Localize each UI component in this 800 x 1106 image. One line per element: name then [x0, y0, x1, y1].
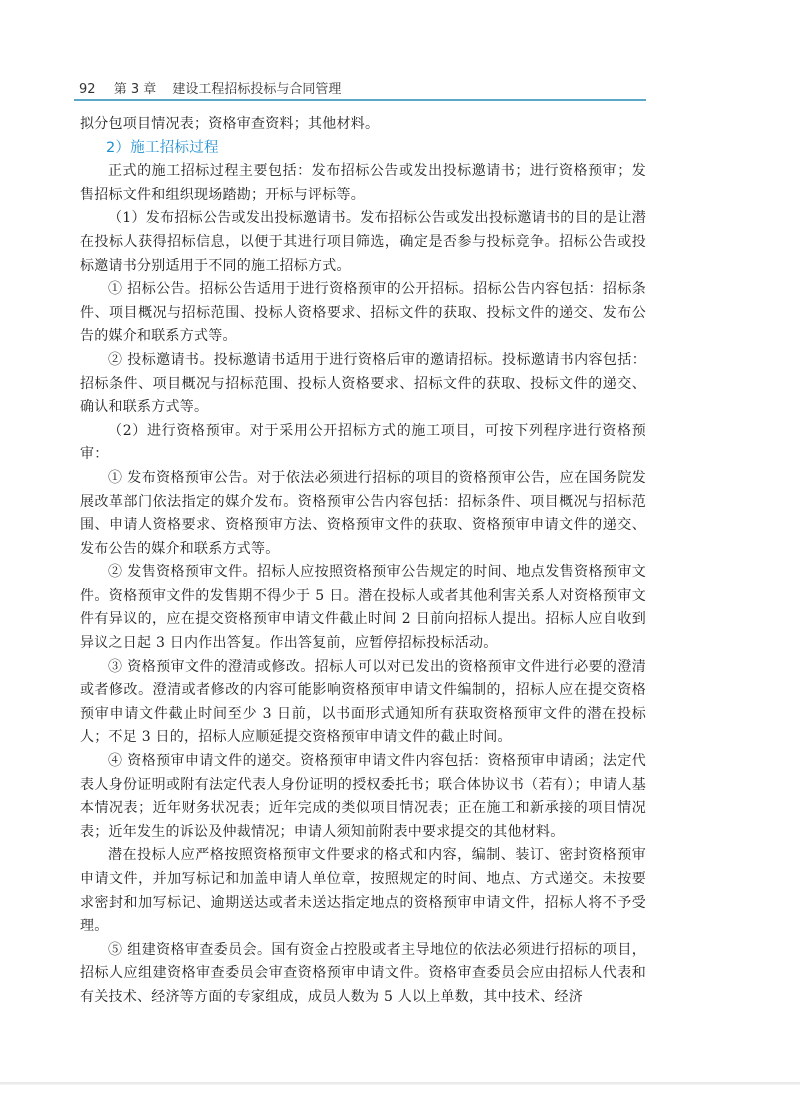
paragraph: （1）发布招标公告或发出投标邀请书。发布招标公告或发出投标邀请书的目的是让潜在投标人获得招标信息，以便于其进行项目筛选，确定是否参与投标竞争。招标公告或投标邀请书分别适用于不同的施工招标方式。 — [80, 210, 646, 274]
paragraph: ① 发布资格预审公告。对于依法必须进行招标的项目的资格预审公告，应在国务院发展改革部门依法指定的媒介发布。资格预审公告内容包括：招标条件、项目概况与招标范围、申请人资格要求、资格预审方法、资格预审文件的获取、资格预审申请文件的递交、发布公告的媒介和联系方式等。 — [80, 469, 646, 557]
paragraph: ⑤ 组建资格审查委员会。国有资金占控股或者主导地位的依法必须进行招标的项目，招标人应组建资格审查委员会审查资格预审申请文件。资格审查委员会应由招标人代表和有关技术、经济等方面的专家组成，成员人数为 5 人以上单数，其中技术、经济 — [80, 941, 646, 1005]
scan-edge-line — [0, 1082, 800, 1085]
book-title: 建设工程招标投标与合同管理 — [172, 82, 342, 97]
paragraph: 潜在投标人应严格按照资格预审文件要求的格式和内容，编制、装订、密封资格预审申请文件，并加写标记和加盖申请人单位章，按照规定的时间、地点、方式递交。未按要求密封和加写标记、逾期送达或者未送达指定地点的资格预审申请文件，招标人将不予受理。 — [80, 847, 646, 935]
chapter-label: 第 3 章 — [113, 82, 157, 97]
page-body — [80, 113, 646, 1010]
paragraph: ① 招标公告。招标公告适用于进行资格预审的公开招标。招标公告内容包括：招标条件、项目概况与招标范围、投标人资格要求、招标文件的获取、投标文件的递交、发布公告的媒介和联系方式等。 — [80, 281, 646, 345]
paragraph: ② 发售资格预审文件。招标人应按照资格预审公告规定的时间、地点发售资格预审文件。资格预审文件的发售期不得少于 5 日。潜在投标人或者其他利害关系人对资格预审文件有异议的，应在提交资格预审申请文件截止时间 2 日前向招标人提出。招标人应自收到异议之日起 3 日内作出答复。作出答复前，应暂停招标投标活动。 — [80, 564, 646, 652]
header-divider — [74, 99, 646, 101]
paragraph: 正式的施工招标过程主要包括：发布招标公告或发出投标邀请书；进行资格预审；发售招标文件和组织现场踏勘；开标与评标等。 — [80, 163, 646, 203]
paragraph: ④ 资格预审申请文件的递交。资格预审申请文件内容包括：资格预审申请函；法定代表人身份证明或附有法定代表人身份证明的授权委托书；联合体协议书（若有）；申请人基本情况表；近年财务状况表；近年完成的类似项目情况表；正在施工和新承接的项目情况表；近年发生的诉讼及仲裁情况；申请人须知前附表中要求提交的其他材料。 — [80, 753, 646, 840]
paragraph: ③ 资格预审文件的澄清或修改。招标人可以对已发出的资格预审文件进行必要的澄清或者修改。澄清或者修改的内容可能影响资格预审申请文件编制的，招标人应在提交资格预审申请文件截止时间至少 3 日前，以书面形式通知所有获取资格预审文件的潜在投标人；不足 3 日的，招标人应顺延提交资格预审申请文件的截止时间。 — [80, 658, 646, 746]
paragraph-continuation: 拟分包项目情况表；资格审查资料；其他材料。 — [80, 116, 380, 132]
paragraph: （2）进行资格预审。对于采用公开招标方式的施工项目，可按下列程序进行资格预审： — [80, 422, 646, 463]
page-number: 92 — [79, 82, 96, 97]
section-heading: 2）施工招标过程 — [106, 139, 219, 156]
running-header — [79, 78, 644, 100]
paragraph: ② 投标邀请书。投标邀请书适用于进行资格后审的邀请招标。投标邀请书内容包括：招标条件、项目概况与招标范围、投标人资格要求、招标文件的获取、投标文件的递交、确认和联系方式等。 — [80, 351, 646, 416]
